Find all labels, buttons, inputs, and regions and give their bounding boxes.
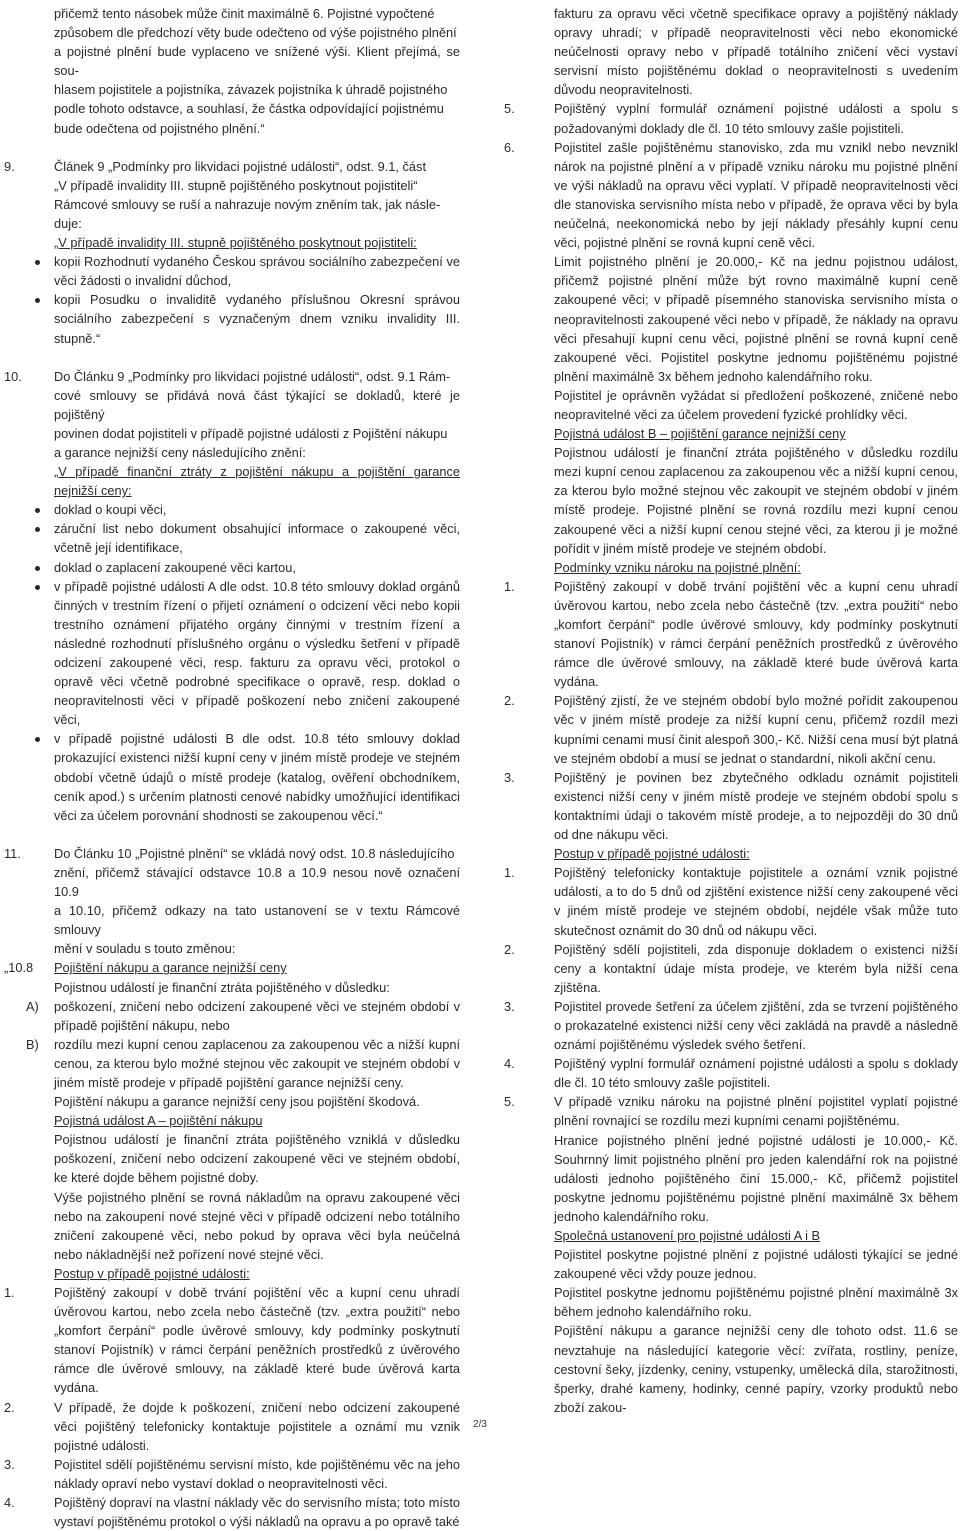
section-11 [4,844,460,959]
numbered-item [504,940,958,997]
item-number: 3. [4,1456,15,1472]
item-text: Pojištěný zakoupí v době trvání pojištění věc a kupní cenu uhradí úvěrovou kartou, nebo zcela nebo částečně (tzv. „extra použití“ nebo „komfort čerpání“ podle úvěrové smlouvy, kdy podmínky poskytnutí stanoví Pojistník) v rámci čerpání peněžních prostředků z úvěrového rámce dle úvěrové smlouvy, na základě které bude úvěrová karta vydána. [554,578,958,690]
item-text: Pojištěný vyplní formulář oznámení pojistné události a spolu s doklady dle čl. 10 této smlouvy zašle pojistiteli. [554,1056,958,1091]
list-item: kopii Rozhodnutí vydaného Českou správou sociálního zabezpečení ve věci žádosti o invalidní důchod, [4,252,460,290]
paragraph: Pojištění nákupu a garance nejnižší ceny dle tohoto odst. 11.6 se nevztahuje na následující kategorie věcí: zvířata, rostliny, peníze, cestovní šeky, jízdenky, ceniny, vstupenky, umělecká díla, starožitnosti, šperky, drahé kameny, hodinky, cenné papíry, vzorky produktů nebo zboží zakou- [554,1323,958,1415]
item-number: 2. [504,693,515,709]
text-line: Do Článku 9 „Podmínky pro likvidaci pojistné události“, odst. 9.1 Rám- [54,368,451,384]
section-number: 9. [4,158,15,174]
text-line: Do Článku 10 „Pojistné plnění“ se vkládá nový odst. 10.8 následujícího [54,845,455,861]
list-item [4,1035,460,1092]
item-text: Pojištěný je povinen bez zbytečného odkladu oznámit pojistiteli existenci nižší ceny v jiném místě prodeje ve stejném období spolu s kontaktními údaji o takovém místě prodeje, a to nejpozději do 30 dnů od dne nákupu věci. [554,769,958,843]
list-item: v případě pojistné události B dle odst. 10.8 této smlouvy doklad prokazující existenci nižší kupní ceny v jiném místě prodeje ve stejném období včetně údajů o místě prodeje (katalog, ověření obchodníkem, ceník apod.) s určením platnosti cenové nabídky umožňující identifikaci věci za účelem porovnání shodnosti se zakoupenou věcí.“ [4,729,460,824]
numbered-item [504,691,958,767]
item-number: 3. [504,998,515,1014]
paragraph: Pojištění nákupu a garance nejnižší ceny jsou pojištění škodová. [54,1094,420,1110]
item-number: 1. [504,865,515,881]
item-number: 4. [504,1056,515,1072]
section-number: „10.8 [4,960,34,976]
text-line: cové smlouvy se přidává nová část týkající se dokladů, které je pojištěný [54,387,460,422]
item-label: B) [26,1036,39,1052]
section-9 [4,157,460,252]
item-text: Pojištěný zjistí, že ve stejném období bylo možné pořídit zakoupenou věc v jiném místě prodeje za nižší kupní cenu, přičemž rozdíl mezi kupními cenami musí činit alespoň 300,- Kč. Nižší cena musí být platná ve stejném období a musí se jednat o standardní, nikoli akční cenu. [554,693,958,766]
list-item: kopii Posudku o invaliditě vydaného příslušnou Okresní správou sociálního zabezpečení s vyznačeným dnem vzniku invalidity III. stupně.“ [4,290,460,347]
left-column [4,4,460,1531]
subheading: Pojistná událost A – pojištění nákupu [54,1113,263,1129]
list-item: v případě pojistné události A dle odst. 10.8 této smlouvy doklad orgánů činných v trestním řízení o přijetí oznámení o odcizení věci nebo kopii trestního oznámení přijatého orgány činnými v trestním řízení a následné rozhodnutí příslušného orgánu o výsledku šetření v případě odcizení zakoupené věci, resp. fakturu za opravu věci, protokol o opravě věci včetně podrobné specifikace o opravě, resp. doklad o neopravitelnosti věci v případě poškození nebo zničení zakoupené věci, [4,577,460,730]
text-line: a pojistné plnění bude vyplaceno ve snížené výši. Klient přejímá, se sou- [54,44,460,79]
text-line: Rámcové smlouvy se ruší a nahrazuje novým zněním tak, jak násle- [54,196,441,212]
paragraph: Pojistitel je oprávněn vyžádat si předložení poškozené, zničené nebo neopravitelné věci za účelem provedení fyzické prohlídky věci. [554,387,958,422]
text-line: „V případě invalidity III. stupně pojištěného poskytnout pojistiteli“ [54,177,418,193]
item-number: 2. [4,1399,15,1415]
text-line: způsobem dle předchozí věty bude odečteno od výše pojistného plnění [54,25,457,41]
text-line: podle tohoto odstavce, a souhlasí, že částka odpovídající pojistnému [54,101,444,117]
numbered-item [4,1283,460,1398]
item-label: A) [26,998,39,1014]
item-text: Pojištěný zakoupí v době trvání pojištění věc a kupní cenu uhradí úvěrovou kartou, nebo zcela nebo částečně (tzv. „extra použití“ nebo „komfort čerpání“ podle úvěrové smlouvy, kdy podmínky poskytnutí stanoví Pojistník) v rámci čerpání peněžních prostředků z úvěrového rámce dle úvěrové smlouvy, na základě které bude úvěrová karta vydána. [54,1285,460,1396]
section-10 [4,367,460,501]
item-text: Pojištěný dopraví na vlastní náklady věc do servisního místa; toto místo vystaví pojištěnému protokol o výši nákladů na opravu a po opravě také [54,1495,460,1530]
item-number: 1. [504,578,515,594]
paragraph: fakturu za opravu věci včetně specifikace opravy a pojištěný náklady opravy uhradí; v případě neopravitelnosti věci nebo ekonomické neúčelnosti opravy nebo v případě totálního zničení věci vystaví servisní místo pojištěnému doklad o neopravitelnosti s uvedením důvodu neopravitelnosti. [554,6,958,98]
text-line: přičemž tento násobek může činit maximálně 6. Pojistné vypočtené [54,6,435,21]
item-text: Pojistitel zašle pojištěnému stanovisko, zda mu vznikl nebo nevznikl nárok na pojistné plnění a v případě vzniku nároku mu pojistné plnění ve výši nákladů na opravu věci vyplatí. V případě neopravitelnosti věci dle stanoviska servisního místa nebo v případě, že oprava věci by byla neúčelná, neekonomická nebo by její náklady přesáhly kupní cenu věci, pojistné plnění se rovná kupní ceně věci. [554,139,958,251]
item-number: 6. [504,139,515,155]
text-line: duje: [54,215,82,231]
item-text: poškození, zničení nebo odcizení zakoupené věci ve stejném období v případě pojištění nákupu, nebo [54,998,460,1033]
paragraph: Pojistnou událostí je finanční ztráta pojištěného v důsledku rozdílu mezi kupní cenou zaplacenou za zakoupenou věc a nižší kupní cenou, za kterou bylo možné stejnou věc zakoupit ve stejném období v jiném místě prodeje. Pojistné plnění se rovná rozdílu mezi kupní cenou zakoupené věci a nižší kupní cenou stejné věci, za kterou ji je možné pořídit v jiném místě prodeje ve stejném období. [554,445,958,556]
section-heading: „V případě invalidity III. stupně pojištěného poskytnout pojistiteli: [54,235,417,251]
item-text: rozdílu mezi kupní cenou zaplacenou za zakoupenou věc a nižší kupní cenou, za kterou bylo možné stejnou věc zakoupit ve stejném období v jiném místě prodeje v případě pojištění garance nejnižší ceny. [54,1036,460,1090]
right-column [504,4,958,1417]
list-item: záruční list nebo dokument obsahující informace o zakoupené věci, včetně její identifikace, [4,519,460,557]
text-line: bude odečtena od pojistného plnění.“ [54,120,265,136]
item-text: Pojištěný telefonicky kontaktuje pojistitele a oznámí vznik pojistné události, a to do 5 dnů od zjištění existence nižší ceny zakoupené věci v jiném místě prodeje ve stejném období, nejdéle však může tuto skutečnost oznámit do 30 dnů od nákupu věci. [554,865,958,938]
numbered-item [504,1092,958,1130]
numbered-item [504,863,958,939]
item-text: Pojistitel provede šetření za účelem zjištění, zda se tvrzení pojištěného o prokazatelné existenci nižší ceny věci zakládá na pravdě a následně oznámí pojištěnému výsledek svého šetření. [554,998,958,1053]
item-number: 2. [504,941,515,957]
numbered-item [4,1455,460,1493]
section-number: 10. [4,368,22,384]
page-number: 2/3 [473,1419,487,1430]
numbered-item [4,1493,460,1531]
numbered-item [504,768,958,844]
subheading: Pojistná událost B – pojištění garance nejnižší ceny [554,426,846,442]
item-text: Pojištěný sdělí pojistiteli, zda disponuje dokladem o existenci nižší ceny a kontaktní údaje místa prodeje, ve kterém byla nižší cena zjištěna. [554,941,958,995]
text-line: hlasem pojistitele a pojistníka, závazek pojistníka k úhradě pojistného [54,82,448,98]
text-line: a garance nejnižší ceny následujícího znění: [54,444,306,460]
text-line: a 10.10, přičemž odkazy na tato ustanovení se v textu Rámcové smlouvy [54,903,460,938]
section-number: 11. [4,845,21,861]
item-text: Pojistitel sdělí pojištěnému servisní místo, kde pojištěnému věc na jeho náklady opraví nebo vystaví doklad o neopravitelnosti věci. [54,1456,460,1491]
item-number: 4. [4,1495,15,1511]
item-number: 5. [504,1094,515,1110]
numbered-item [504,99,958,137]
item-number: 3. [504,769,515,785]
item-text: V případě vzniku nároku na pojistné plnění pojistitel vyplatí pojistné plnění rovnající se rozdílu mezi kupními cenami pojištěnému. [554,1094,958,1129]
paragraph: Výše pojistného plnění se rovná nákladům na opravu zakoupené věci nebo na zakoupení nové stejné věci v případě odcizení nebo totálního zničení zakoupené věci, nebo pokud by oprava věci byla neúčelná nebo nákladnější než pořízení nové stejné věci. [54,1189,460,1262]
intro-paragraph [4,4,460,138]
numbered-item [504,138,958,253]
section-title: Pojištění nákupu a garance nejnižší ceny [54,960,287,976]
subheading: Postup v případě pojistné události: [54,1265,250,1281]
text-line: mění v souladu s touto změnou: [54,941,236,957]
paragraph: Pojistnou událostí je finanční ztráta pojištěného vzniklá v důsledku poškození, zničení nebo odcizení zakoupené věci ve stejném období, ke které dojde během pojistné doby. [54,1132,460,1186]
item-number: 5. [504,101,515,117]
list-item [4,997,460,1035]
list-item: doklad o koupi věci, [4,500,460,519]
numbered-item [504,1054,958,1092]
subheading: Postup v případě pojistné události: [554,846,750,862]
item-number: 1. [4,1285,15,1300]
subheading: Společná ustanovení pro pojistné události A i B [554,1228,821,1243]
section-heading: „V případě finanční ztráty z pojištění nákupu a pojištění garance nejnižší ceny: [54,464,460,499]
numbered-item [504,997,958,1054]
text-line: Článek 9 „Podmínky pro likvidaci pojistné události“, odst. 9.1, část [54,158,426,174]
subheading: Podmínky vzniku nároku na pojistné plnění: [554,559,801,575]
item-text: V případě, že dojde k poškození, zničení nebo odcizení zakoupené věci pojištěný telefonicky kontaktuje pojistitele a oznámí mu vznik pojistné události. [54,1399,460,1453]
text-line: znění, přičemž stávající odstavce 10.8 a 10.9 nesou nově označení 10.9 [54,864,460,900]
list-item: doklad o zaplacení zakoupené věci kartou, [4,558,460,577]
numbered-item [504,577,958,692]
section-10-8 [4,958,460,996]
paragraph: Pojistnou událostí je finanční ztráta pojištěného v důsledku: [54,979,390,995]
paragraph: Pojistitel poskytne jednomu pojištěnému pojistné plnění maximálně 3x během jednoho kalendářního roku. [554,1285,958,1320]
paragraph: Limit pojistného plnění je 20.000,- Kč na jednu pojistnou událost, přičemž pojistné plnění může být rovno maximálně kupní ceně zakoupené věci; v případě písemného stanoviska servisního místa o neopravitelnosti zakoupené věci nebo v případě, že náklady na opravu věci přesahují kupní cenu věci, pojistné plnění se rovná kupní ceně zakoupené věci. Pojistitel poskytne jednomu pojištěnému pojistné plnění maximálně 3x během jednoho kalendářního roku. [554,254,958,384]
paragraph: Pojistitel poskytne pojistné plnění z pojistné události týkající se jedné zakoupené věci vždy pouze jednou. [554,1247,958,1282]
paragraph: Hranice pojistného plnění jedné pojistné události je 10.000,- Kč. Souhrnný limit pojistného plnění pro jeden kalendářní rok na pojistné události jednoho pojištěného činí 15.000,- Kč, přičemž pojistitel poskytne jednomu pojištěnému pojistné plnění maximálně 3x během jednoho kalendářního roku. [554,1132,958,1224]
text-line: povinen dodat pojistiteli v případě pojistné události z Pojištění nákupu [54,425,448,441]
item-text: Pojištěný vyplní formulář oznámení pojistné události a spolu s požadovanými doklady dle čl. 10 této smlouvy zašle pojistiteli. [554,101,958,136]
